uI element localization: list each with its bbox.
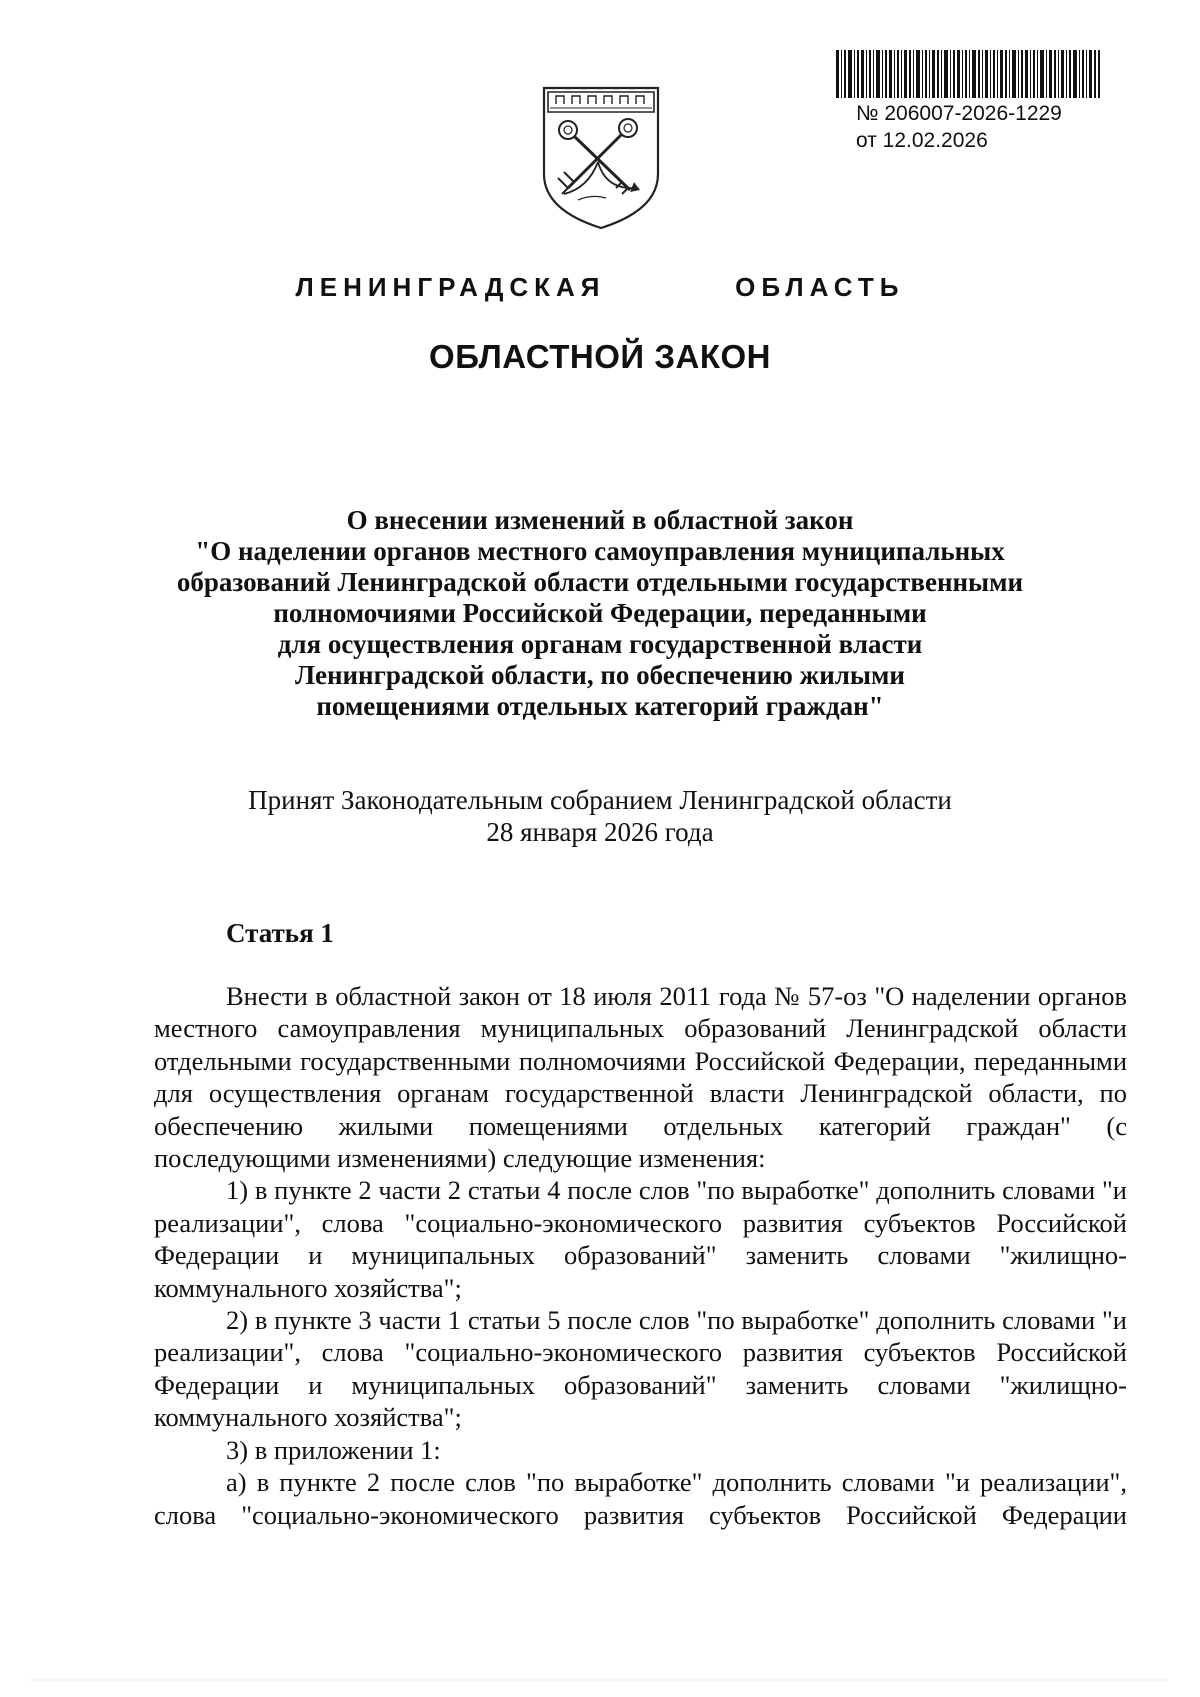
adoption-note [100,784,1100,848]
registration-number: № 206007-2026-1229 [856,102,1062,125]
barcode-icon [836,50,1100,98]
title-line: образований Ленинградской области отдельными государственными [176,567,1024,597]
article-paragraph: 1) в пункте 2 части 2 статьи 4 после слов "по выработке" дополнить словами "и реализации", слова "социально-экономического развития субъектов Российской Федерации и муниципальных образований" заменить словами "жилищно-коммунального хозяйства"; [154,1175,1127,1303]
article-paragraph: 2) в пункте 3 части 1 статьи 5 после слов "по выработке" дополнить словами "и реализации", слова "социально-экономического развития субъектов Российской Федерации и муниципальных образований" заменить словами "жилищно-коммунального хозяйства"; [154,1305,1127,1433]
scan-edge-noise [0,1676,1200,1684]
title-line: О внесении изменений в областной закон [346,505,854,535]
adoption-date: 28 января 2026 года [486,817,714,847]
leningrad-oblast-coat-of-arms-icon [538,82,664,232]
registration-date: от 12.02.2026 [856,129,988,152]
adoption-body: Принят Законодательным собранием Ленинградской области [248,785,952,815]
region-name: ЛЕНИНГРАДСКАЯ ОБЛАСТЬ [295,272,905,302]
title-line: для осуществления органам государственной власти [277,629,923,659]
title-line: помещениями отдельных категорий граждан" [316,691,884,721]
law-title [100,505,1100,722]
title-line: Ленинградской области, по обеспечению жилыми [295,660,905,690]
article-body [154,980,1127,1531]
article-heading: Статья 1 [226,918,334,948]
registration-stamp [856,100,1062,154]
article-paragraph: Внести в областной закон от 18 июля 2011 года № 57-оз "О наделении органов местного самоуправления муниципальных образований Ленинградской области отдельными государственными полномочиями Российской Федерации, переданными для осуществления органам государственной власти Ленинградской области, по обеспечению жилыми помещениями отдельных категорий граждан" (с последующими изменениями) следующие изменения: [154,981,1127,1174]
article-paragraph: а) в пункте 2 после слов "по выработке" дополнить словами "и реализации", слова "социально-экономического развития субъектов Российской Федерации [154,1467,1127,1530]
article-paragraph: 3) в приложении 1: [226,1434,441,1465]
title-line: полномочиями Российской Федерации, переданными [273,598,927,628]
title-line: "О наделении органов местного самоуправления муниципальных [195,536,1005,566]
document-kind: ОБЛАСТНОЙ ЗАКОН [429,338,771,375]
